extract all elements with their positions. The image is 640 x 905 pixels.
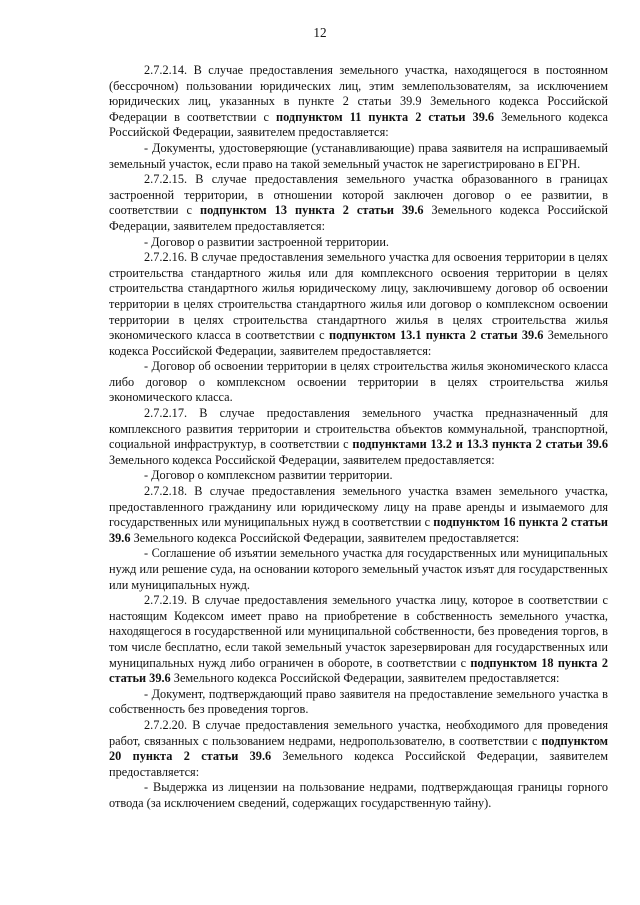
legal-reference: подпунктом 11 пункта 2 статьи 39.6 — [276, 109, 495, 124]
paragraph — [109, 406, 608, 468]
paragraph-text: 2.7.2.20. В случае предоставления земельного участка, необходимого для проведения работ, связанных с пользованием недрами, недропользователю, в соответствии с — [109, 717, 608, 748]
legal-reference: подпунктом 13 пункта 2 статьи 39.6 — [199, 203, 424, 218]
paragraph — [109, 250, 608, 359]
document-body — [109, 63, 608, 812]
paragraph-text: Земельного кодекса Российской Федерации, заявителем предоставляется: — [109, 328, 608, 358]
legal-reference: подпунктом 18 пункта 2 статьи 39.6 — [109, 655, 608, 686]
paragraph-text: - Договор об освоении территории в целях строительства жилья экономического класса либо договор о комплексном освоении территории в целях строительства жилья экономического класса. — [109, 359, 608, 405]
paragraph — [109, 484, 608, 546]
paragraph-text: - Выдержка из лицензии на пользование недрами, подтверждающая границы горного отвода (за исключением сведений, содержащих государственную тайну). — [109, 780, 608, 810]
paragraph — [109, 141, 608, 172]
paragraph-text: Земельного кодекса Российской Федерации, заявителем предоставляется: — [130, 530, 520, 545]
paragraph-text: Земельного кодекса Российской Федерации, заявителем предоставляется: — [170, 671, 560, 686]
paragraph — [109, 235, 608, 251]
paragraph-text: 2.7.2.15. В случае предоставления земельного участка образованного в границах застроенной территории, в отношении которой заключен договор о ее развитии, в соответствии с — [109, 172, 608, 218]
page-number: 12 — [313, 25, 327, 40]
legal-reference: подпунктом 13.1 пункта 2 статьи 39.6 — [328, 328, 544, 343]
legal-reference: подпунктом 20 пункта 2 статьи 39.6 — [109, 733, 608, 764]
paragraph-text: - Документы, удостоверяющие (устанавливающие) права заявителя на испрашиваемый земельный участок, если право на такой земельный участок не зарегистрировано в ЕГРН. — [109, 140, 608, 171]
paragraph-text: Земельного кодекса Российской Федерации, заявителем предоставляется: — [109, 749, 608, 779]
paragraph-text: 2.7.2.18. В случае предоставления земельного участка взамен земельного участка, предоставленного гражданину или юридическому лицу на праве аренды и изымаемого для государственных или муниципальных нужд в соответствии с — [109, 484, 608, 530]
paragraph — [109, 687, 608, 718]
legal-reference: подпунктом 16 пункта 2 статьи 39.6 — [109, 515, 609, 545]
paragraph — [109, 718, 608, 780]
paragraph-text: - Документ, подтверждающий право заявителя на предоставление земельного участка в собственность без проведения торгов. — [109, 686, 608, 717]
paragraph-text: - Соглашение об изъятии земельного участка для государственных или муниципальных нужд или решение суда, на основании которого земельный участок изъят для государственных или муниципальных нужд. — [109, 546, 608, 592]
paragraph — [109, 780, 608, 811]
paragraph-text: 2.7.2.19. В случае предоставления земельного участка лицу, которое в соответствии с настоящим Кодексом имеет право на приобретение в собственность земельного участка, находящегося в государственной или муниципальной собственности, без проведения торгов, в том числе бесплатно, если такой земельный участок зарезервирован для государственных или муниципальных нужд либо ограничен в обороте, в соответствии с — [109, 593, 608, 670]
paragraph-text: 2.7.2.17. В случае предоставления земельного участка предназначенный для комплексного развития территории и строительства объектов коммунальной, транспортной, социальной инфраструктур, в соответствии с — [109, 406, 608, 452]
paragraph-text: Земельного кодекса Российской Федерации, заявителем предоставляется: — [109, 452, 495, 467]
paragraph-text: 2.7.2.14. В случае предоставления земельного участка, находящегося в постоянном (бессрочном) пользовании юридических лиц, этим землепользователям, за исключением юридических лиц, указанных в пункте 2 статьи 39.9 Земельного кодекса Российской Федерации в соответствии с — [109, 63, 608, 124]
paragraph — [109, 359, 608, 406]
paragraph — [109, 468, 608, 484]
legal-reference: подпунктами 13.2 и 13.3 пункта 2 статьи 39.6 — [352, 437, 608, 452]
paragraph — [109, 172, 608, 234]
paragraph-text: 2.7.2.16. В случае предоставления земельного участка для освоения территории в целях строительства стандартного жилья или для комплексного освоения территории в целях строительства стандартного жилья юридическому лицу, заключившему договор об освоении территории в целях строительства стандартного жилья или договор о комплексном освоении территории в целях строительства стандартного жилья в целях строительства жилья экономического класса в соответствии с — [109, 250, 608, 343]
paragraph — [109, 546, 608, 593]
paragraph-text: - Договор о комплексном развитии территории. — [144, 468, 393, 483]
paragraph — [109, 593, 608, 687]
paragraph — [109, 63, 608, 141]
paragraph-text: Земельного кодекса Российской Федерации, заявителем предоставляется: — [109, 203, 609, 233]
paragraph-text: Земельного кодекса Российской Федерации, заявителем предоставляется: — [109, 109, 608, 140]
paragraph-text: - Договор о развитии застроенной территории. — [144, 234, 389, 249]
